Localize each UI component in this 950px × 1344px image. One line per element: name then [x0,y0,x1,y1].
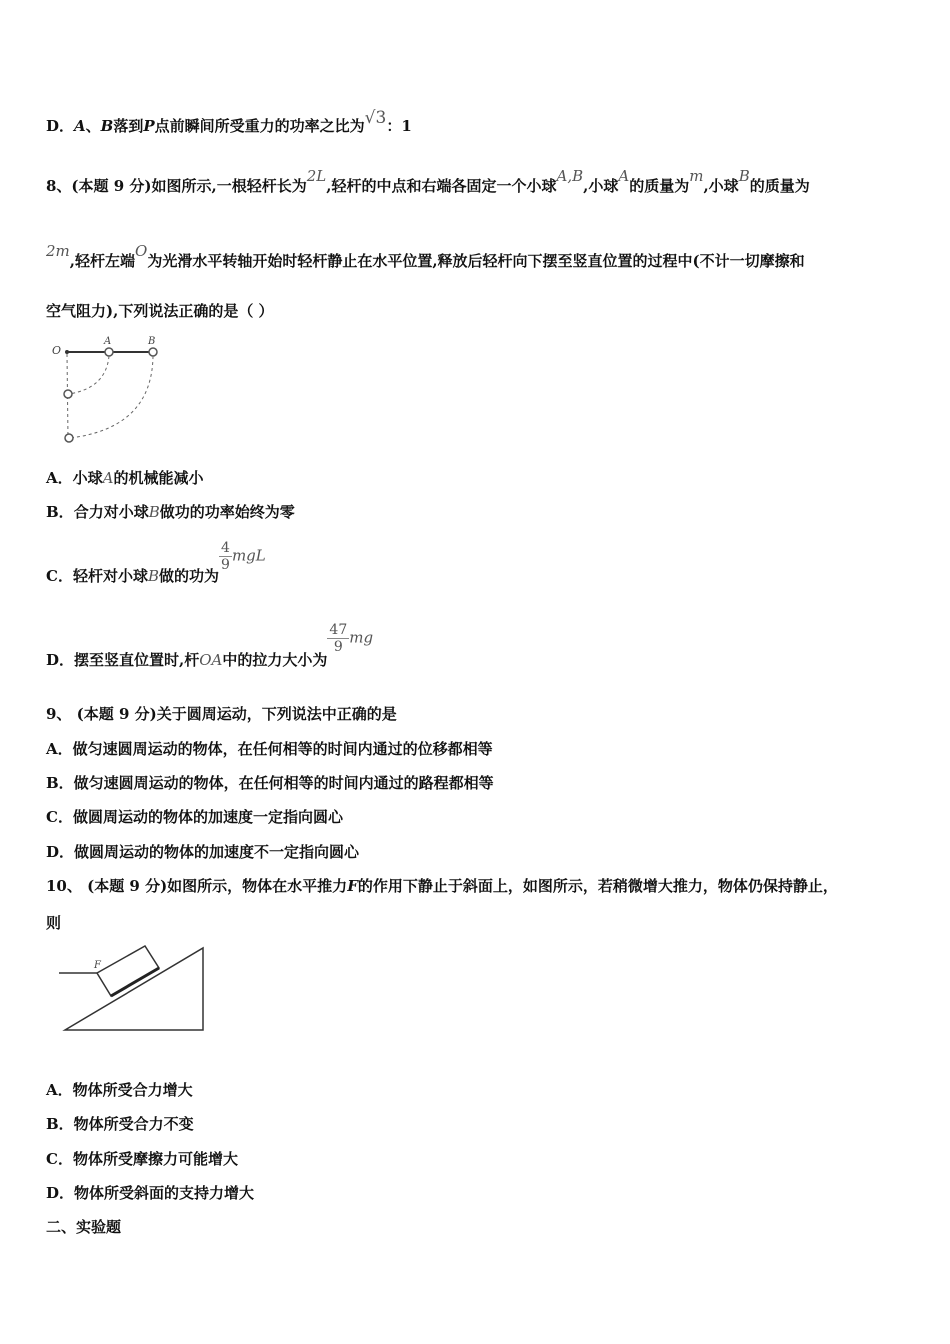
q9-option-a: A．做匀速圆周运动的物体，在任何相等的时间内通过的位移都相等 [46,740,493,758]
q8-option-c: C．轻杆对小球B做的功为 $\frac{4}{9}$ mgL [46,540,266,585]
q10-incline-figure [55,942,210,1034]
q10-option-c: C．物体所受摩擦力可能增大 [46,1150,238,1168]
q10-stem-line1: 10、 (本题 9 分)如图所示，物体在水平推力F的作用下静止于斜面上，如图所示，若稍微增大推力，物体仍保持静止， [46,877,838,895]
q9-option-d: D．做圆周运动的物体的加速度不一定指向圆心 [46,843,360,861]
q8-option-b: B．合力对小球B做功的功率始终为零 [46,503,295,521]
q8-pendulum-figure [50,332,170,450]
q10-option-a: A．物体所受合力增大 [46,1081,193,1099]
q8-option-a: A．小球A的机械能减小 [46,469,204,487]
arc-b [70,356,153,438]
q8-stem-line2: 2m,轻杆左端O为光滑水平转轴开始时轻杆静止在水平位置,释放后轻杆向下摆至竖直位置的过程中(不计一切摩擦和 [46,242,805,270]
block [97,946,159,996]
q10-stem-line2: 则 [46,914,62,932]
ball-a [105,348,113,356]
arc-a [69,356,109,394]
q9-stem: 9、 (本题 9 分)关于圆周运动，下列说法中正确的是 [46,705,397,723]
q10-option-b: B．物体所受合力不变 [46,1115,194,1133]
section-heading: 二、实验题 [46,1218,122,1236]
q9-option-c: C．做圆周运动的物体的加速度一定指向圆心 [46,808,343,826]
q9-option-b: B．做匀速圆周运动的物体，在任何相等的时间内通过的路程都相等 [46,774,494,792]
fig-label-o: O [52,344,62,357]
q8-stem-line1: 8、(本题 9 分)如图所示,一根轻杆长为2L,轻杆的中点和右端各固定一个小球A,B,小球A的质量为m,小球B的质量为 [46,167,810,195]
q7-option-d: D．A、B落到P点前瞬间所受重力的功率之比为√3：1 [46,108,412,135]
fig-label-a: A [104,336,112,347]
q8-option-d: D．摆至竖直位置时,杆OA中的拉力大小为 $\frac{47}{9}$ mg [46,622,374,669]
sqrt-3: √3 [364,108,387,128]
ball-b [149,348,157,356]
fraction-47-9: $\frac{47}{9}$ [329,622,348,655]
q8-stem-line3: 空气阻力),下列说法正确的是（ ） [46,302,274,320]
pivot-o [65,350,69,354]
q10-option-d: D．物体所受斜面的支持力增大 [46,1184,255,1202]
fraction-4-9: $\frac{4}{9}$ [221,540,230,573]
ball-b-final [65,434,73,442]
fig-label-f: F [94,960,101,971]
ball-a-final [64,390,72,398]
fig-label-b: B [148,336,156,347]
